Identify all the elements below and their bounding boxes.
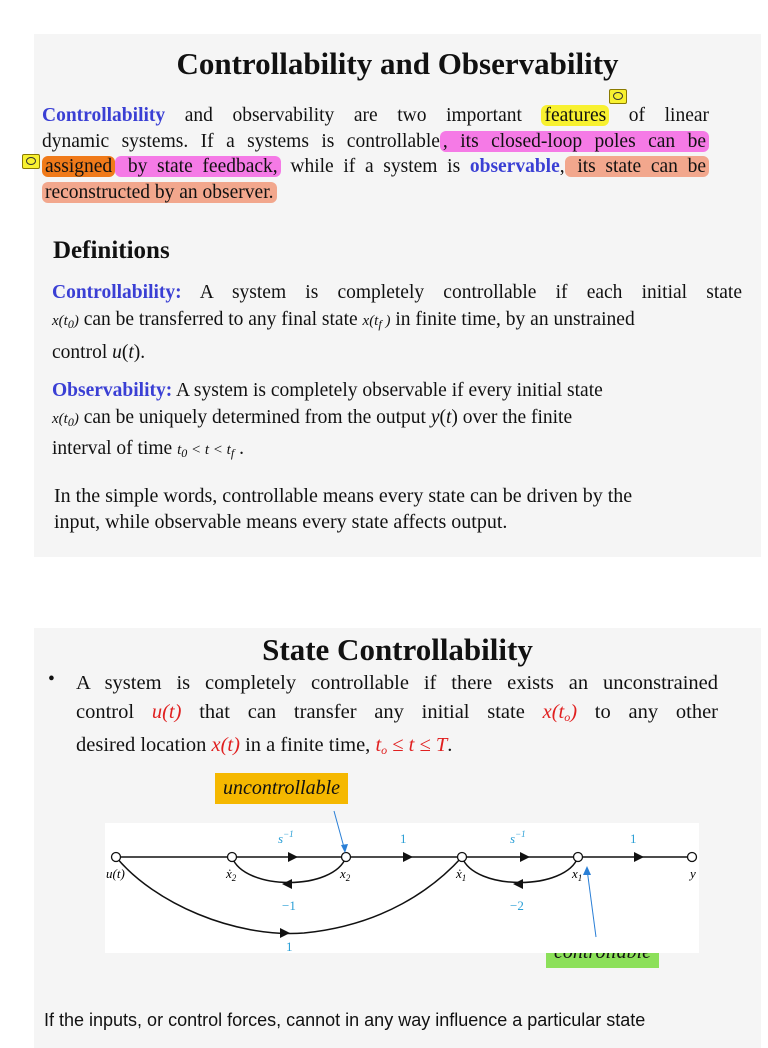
term-controllability: Controllability [42, 105, 166, 126]
slide-title: Controllability and Observability [176, 46, 619, 81]
slide-state-controllability [34, 628, 761, 1048]
highlight-state-reconstructed[interactable]: its state can be [565, 156, 709, 177]
slide-controllability-observability [34, 34, 761, 557]
summary-paragraph: In the simple words, controllable means every state can be driven by the input, while observable means every state affects output. [54, 485, 633, 533]
highlight-assigned[interactable]: assigned [42, 156, 115, 177]
highlight-features[interactable]: features [541, 105, 609, 126]
intro-line-1: Controllability and observability are two important features of linear [42, 105, 709, 126]
highlight-observer[interactable]: reconstructed by an observer. [42, 182, 277, 203]
highlight-closed-loop-poles[interactable]: , its closed-loop poles can be [440, 131, 709, 152]
math-u-t: u(t) [151, 700, 182, 723]
comment-note-icon[interactable] [609, 89, 627, 104]
intro-paragraph [42, 103, 709, 205]
observability-definition: Observability: A system is completely observable if every initial state $x(t_0)$ can be uniquely determined from the output y(t) over the finite interval of time $t_0 < t < t_f$ . [52, 380, 603, 461]
gain-one-1: 1 [400, 831, 407, 846]
comment-note-icon[interactable] [22, 154, 40, 169]
label-y: y [690, 866, 696, 881]
gain-minus-one: −1 [282, 898, 296, 913]
signal-flow-graph [34, 793, 761, 953]
controllability-definition: Controllability: A system is completely controllable if each initial state $x(t_0)$ can be transferred to any final state $x(t_f$ ) in finite time, by an unstrained control u(t). [52, 282, 742, 364]
node-x1 [574, 853, 583, 862]
slide-title: State Controllability [262, 632, 533, 667]
math-x-t: x(t) [211, 734, 240, 756]
intro-line-4 [42, 180, 709, 206]
gain-minus-two: −2 [510, 898, 524, 913]
node-u [112, 853, 121, 862]
label-u: u(t) [106, 866, 125, 881]
label-x2dot: ẋ$_2$ [226, 866, 237, 883]
uncontrollable-label: uncontrollable [215, 773, 348, 804]
term-controllability-def: Controllability: [52, 282, 182, 303]
label-x1: $x_1$ [572, 866, 583, 883]
node-y [688, 853, 697, 862]
bullet-paragraph: A system is completely controllable if there exists an unconstrained control u(t) that can transfer any initial state $x(t_o)$ to any other desired location x(t) in a finite time, $t_o \le t \le T$. [76, 672, 719, 757]
label-x2: $x_2$ [340, 866, 351, 883]
term-observability-def: Observability: [52, 380, 173, 401]
gain-one-2: 1 [630, 831, 637, 846]
gain-s-inverse-2: $s^{-1}$ [510, 829, 526, 846]
highlight-state-feedback[interactable]: by state feedback, [115, 156, 281, 177]
term-observable: observable [469, 156, 560, 178]
gain-bottom-one: 1 [286, 939, 293, 953]
node-x1dot [458, 853, 467, 862]
bullet-marker: • [48, 669, 55, 690]
gain-s-inverse-1: $s^{-1}$ [278, 829, 294, 846]
node-x2dot [228, 853, 237, 862]
intro-line-3: assigned by state feedback, while if a system is observable, its state can be [42, 154, 709, 180]
label-x1dot: ẋ$_1$ [456, 866, 467, 883]
intro-line-2: dynamic systems. If a systems is controllable , its closed-loop poles can be [42, 129, 709, 155]
node-x2 [342, 853, 351, 862]
cut-off-text: If the inputs, or control forces, cannot in any way influence a particular state [44, 1010, 646, 1030]
definitions-heading: Definitions [53, 237, 170, 264]
